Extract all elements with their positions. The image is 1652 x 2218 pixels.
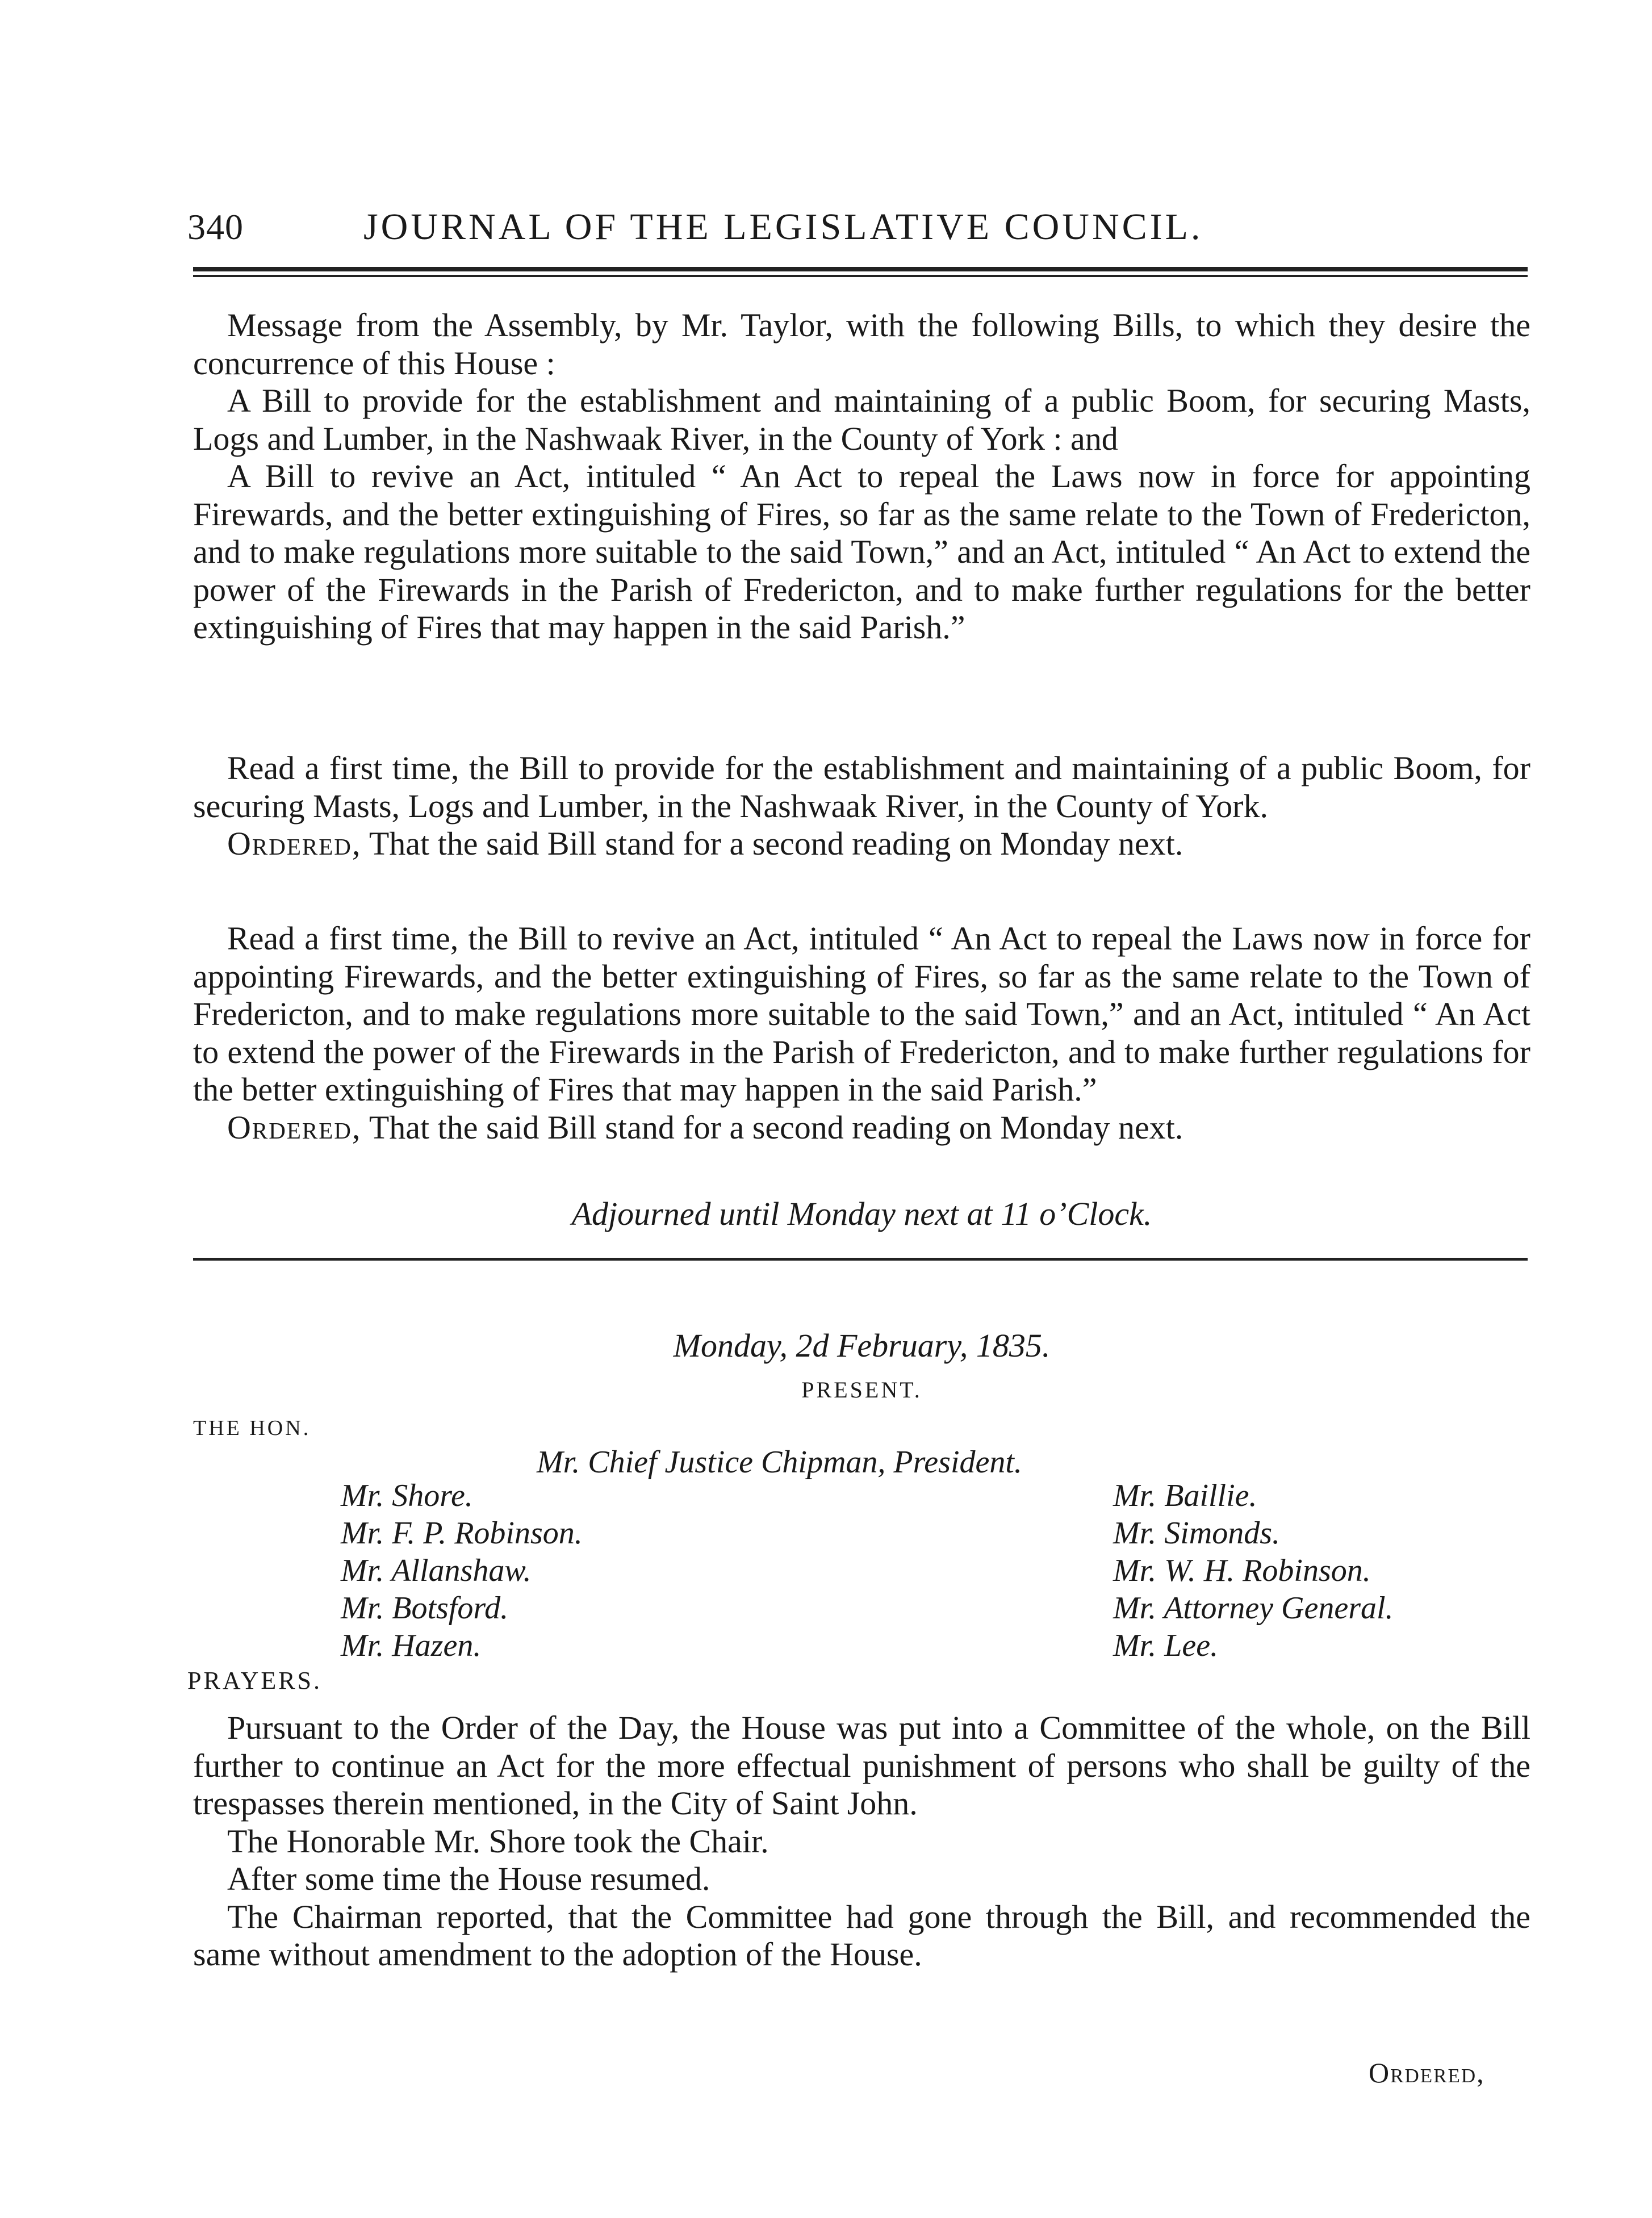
ordered-firewards-text: That the said Bill stand for a second reading on Monday next. [361,1108,1183,1146]
member-right: Mr. Simonds. [1113,1516,1281,1551]
president-line: Mr. Chief Justice Chipman, President. [537,1445,1022,1480]
first-reading-firewards-block [193,920,1530,1146]
page-header [187,202,1533,253]
bill-boom: A Bill to provide for the establishment and maintaining of a public Boom, for securing Masts, Logs and Lumber, in the Nashwaak River, in the County of York : and [193,382,1530,457]
first-reading-boom: Read a first time, the Bill to provide for the establishment and maintaining of a public Boom, for securing Masts, Logs and Lumber, in the Nashwaak River, in the County of York. [193,750,1530,825]
ordered-boom [193,825,1530,863]
member-right: Mr. Baillie. [1113,1478,1257,1513]
the-hon-label: THE HON. [193,1416,311,1440]
bill-firewards: A Bill to revive an Act, intituled “ An Act to repeal the Laws now in force for appointing Firewards, and the better extinguishing of Fires, so far as the same relate to the Town of Fredericton, and to make regulations more suitable to the said Town,” and an Act, intituled “ An Act to extend the power of the Firewards in the Parish of Fredericton, and to make further regulations for the better extinguishing of Fires that may happen in the said Parish.” [193,458,1530,646]
ordered-boom-text: That the said Bill stand for a second reading on Monday next. [361,825,1183,862]
page-number: 340 [187,207,244,247]
catchword: Ordered, [1369,2057,1485,2089]
ordered-word: Ordered, [227,1108,362,1146]
section-divider [193,1258,1528,1261]
committee-block [193,1709,1530,1974]
member-left: Mr. Botsford. [341,1591,509,1626]
member-right: Mr. Attorney General. [1113,1591,1394,1626]
ordered-word: Ordered, [227,825,362,862]
adjourned-line: Adjourned until Monday next at 11 o’Clock. [571,1195,1152,1232]
pursuant-paragraph: Pursuant to the Order of the Day, the House was put into a Committee of the whole, on the Bill further to continue an Act for the more effectual punishment of persons who shall be guilty of the trespasses therein mentioned, in the City of Saint John. [193,1709,1530,1822]
first-reading-boom-block [193,750,1530,863]
sitting-date: Monday, 2d February, 1835. [673,1327,1051,1364]
member-left: Mr. Shore. [341,1478,473,1513]
assembly-message: Message from the Assembly, by Mr. Taylor, with the following Bills, to which they desire the concurrence of this House : [193,307,1530,382]
resumed-paragraph: After some time the House resumed. [227,1860,710,1897]
member-right: Mr. W. H. Robinson. [1113,1553,1371,1588]
chair-paragraph: The Honorable Mr. Shore took the Chair. [227,1822,769,1860]
assembly-message-block [193,307,1530,647]
member-left: Mr. F. P. Robinson. [341,1516,583,1551]
ordered-firewards [193,1109,1530,1147]
member-left: Mr. Allanshaw. [341,1553,532,1588]
member-right: Mr. Lee. [1113,1628,1219,1663]
header-double-rule [193,267,1528,277]
reported-paragraph: The Chairman reported, that the Committee had gone through the Bill, and recommended the same without amendment to the adoption of the House. [193,1898,1530,1973]
prayers-label: PRAYERS. [187,1667,323,1694]
first-reading-firewards: Read a first time, the Bill to revive an Act, intituled “ An Act to repeal the Laws now in force for appointing Firewards, and the better extinguishing of Fires, so far as the same relate to the Town of Fredericton, and to make regulations more suitable to the said Town,” and an Act, intituled “ An Act to extend the power of the Firewards in the Parish of Fredericton, and to make further regulations for the better extinguishing of Fires that may happen in the said Parish.” [193,920,1530,1108]
running-title: JOURNAL OF THE LEGISLATIVE COUNCIL. [363,206,1203,248]
present-heading: PRESENT. [801,1377,922,1403]
member-left: Mr. Hazen. [341,1628,482,1663]
